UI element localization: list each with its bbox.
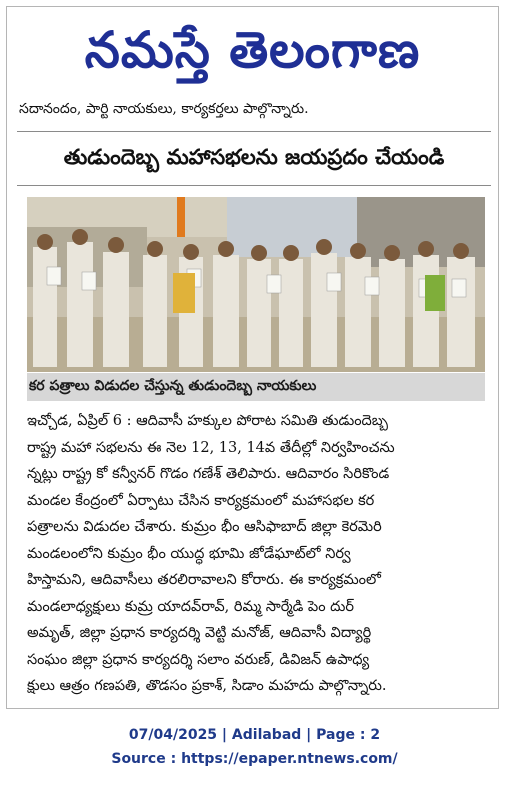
divider: [17, 131, 491, 132]
body-line: అమృత్, జిల్లా ప్రధాన కార్యదర్శి వెట్టి మనోజ్, ఆదివాసీ విద్యార్థి: [27, 625, 372, 641]
body-line: ఇచ్చోడ, ఏప్రిల్ 6 : ఆదివాసీ హక్కుల పోరాట సమితి తుడుందెబ్బ: [27, 413, 389, 429]
body-line: క్షులు ఆత్రం గణపతి, తొడసం ప్రకాశ్, సిడాం మహదు పాల్గొన్నారు.: [27, 678, 387, 694]
article-body: [27, 408, 491, 700]
clipping-frame: [6, 6, 499, 709]
previous-article-tail: సదానందం, పార్టి నాయకులు, కార్యకర్తలు పాల్గొన్నారు.: [19, 101, 309, 117]
body-line: మండలంలోని కుమ్రం భీం యుద్ధ భూమి జోడేఘాట్‌లో నిర్వ: [27, 545, 351, 562]
group-photo-illustration: [27, 197, 485, 372]
body-line: సంఘం జిల్లా ప్రధాన కార్యదర్శి సలాం వరుణ్, డివిజన్ ఉపాధ్య: [27, 651, 370, 668]
edition-info: 07/04/2025 | Adilabad | Page : 2: [128, 727, 381, 743]
article-headline: తుడుందెబ్బ మహాసభలను జయప్రదం చేయండి: [63, 145, 445, 169]
body-line: మండలాధ్యక్షులు కుమ్ర యాదవ్‌రావ్, రిమ్మ సార్మేడి పెం దుర్: [27, 598, 355, 615]
divider: [17, 185, 491, 186]
body-line: హిస్తామని, ఆదివాసీలు తరలిరావాలని కోరారు. ఈ కార్యక్రమంలో: [27, 572, 381, 588]
body-line: మండల కేంద్రంలో ఏర్పాటు చేసిన కార్యక్రమంలో మహాసభల కర: [27, 492, 375, 509]
source-link[interactable]: Source : https://epaper.ntnews.com/: [111, 751, 398, 767]
newspaper-masthead: నమస్తే తెలంగాణ: [84, 21, 421, 79]
body-line: రాష్ట్ర మహా సభలను ఈ నెల 12, 13, 14వ తేదీల్లో నిర్వహించను: [27, 439, 395, 456]
body-line: న్నట్లు రాష్ట్ర కో కన్వీనర్ గొడం గణేశ్ తెలిపారు. ఆదివారం సిరికొండ: [27, 466, 390, 482]
photo-caption: కర పత్రాలు విడుదల చేస్తున్న తుడుందెబ్బ నాయకులు: [29, 378, 317, 394]
news-photo: [27, 197, 485, 372]
body-line: పత్రాలను విడుదల చేశారు. కుమ్రం భీం ఆసిఫాబాద్ జిల్లా కెరమెరి: [27, 519, 382, 535]
